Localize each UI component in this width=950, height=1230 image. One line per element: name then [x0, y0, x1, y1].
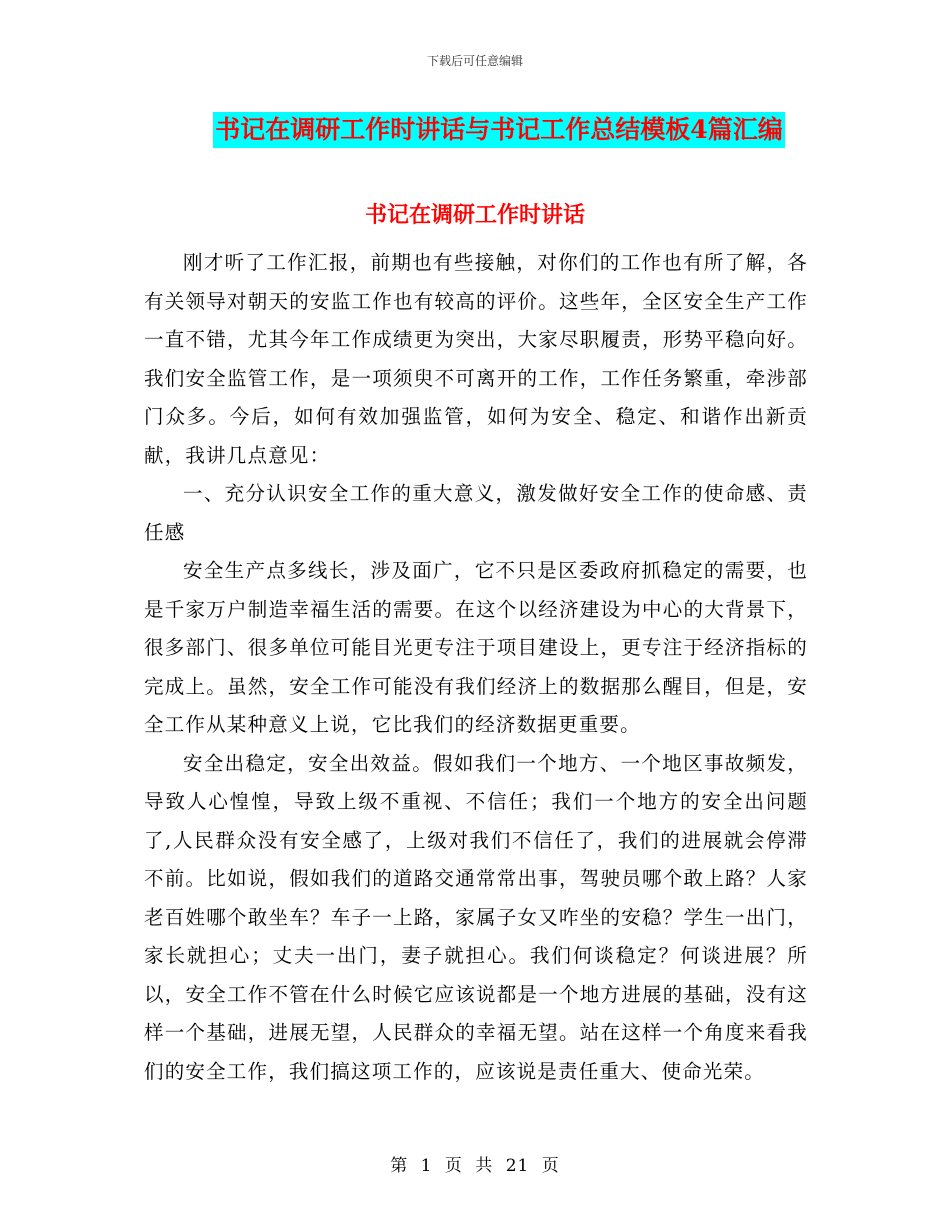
body-paragraph: 刚才听了工作汇报，前期也有些接触，对你们的工作也有所了解，各有关领导对朝天的安监工作也有较高的评价。这些年，全区安全生产工作一直不错，尤其今年工作成绩更为突出，大家尽职履责，形势平稳向好。我们安全监管工作，是一项须臾不可离开的工作，工作任务繁重，牵涉部门众多。今后，如何有效加强监管，如何为安全、稳定、和谐作出新贡献，我讲几点意见： [144, 251, 808, 467]
body-paragraph: 一、充分认识安全工作的重大意义，激发做好安全工作的使命感、责任感 [144, 482, 808, 544]
section-title: 书记在调研工作时讲话 [364, 202, 585, 228]
body-paragraph: 安全生产点多线长，涉及面广，它不只是区委政府抓稳定的需要，也是千家万户制造幸福生活的需要。在这个以经济建设为中心的大背景下，很多部门、很多单位可能目光更专注于项目建设上，更专注于经济指标的完成上。虽然，安全工作可能没有我们经济上的数据那么醒目，但是，安全工作从某种意义上说，它比我们的经济数据更重要。 [144, 559, 808, 736]
page-header-note: 下载后可任意编辑 [426, 54, 523, 68]
page-footer-number: 第 1 页 共 21 页 [390, 1156, 560, 1176]
document-body [144, 244, 808, 1091]
body-paragraph: 安全出稳定，安全出效益。假如我们一个地方、一个地区事故频发，导致人心惶惶，导致上级不重视、不信任；我们一个地方的安全出问题了,人民群众没有安全感了，上级对我们不信任了，我们的进展就会停滞不前。比如说，假如我们的道路交通常常出事，驾驶员哪个敢上路？人家老百姓哪个敢坐车？车子一上路，家属子女又咋坐的安稳？学生一出门，家长就担心；丈夫一出门，妻子就担心。我们何谈稳定？何谈进展？所以，安全工作不管在什么时候它应该说都是一个地方进展的基础，没有这样一个基础，进展无望，人民群众的幸福无望。站在这样一个角度来看我们的安全工作，我们搞这项工作的，应该说是责任重大、使命光荣。 [144, 751, 808, 1083]
document-title: 书记在调研工作时讲话与书记工作总结模板4篇汇编 [213, 112, 784, 148]
document-title-container [0, 112, 950, 148]
